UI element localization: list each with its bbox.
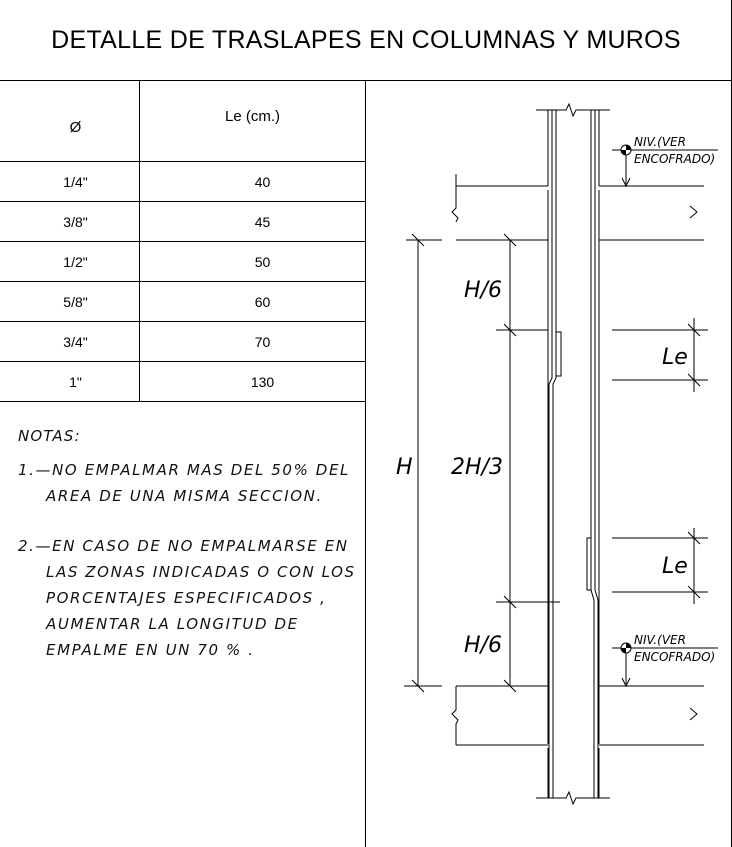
table-cell-length: 45 [254,214,271,230]
rebar-left-outer [549,110,552,798]
table-cell-length: 130 [250,374,275,390]
slab-bottom-right [599,686,704,745]
notes-heading: NOTAS: [18,427,81,445]
dim-line-zones [496,234,560,692]
table-cell-length: 40 [254,174,271,190]
slab-top-right [599,186,704,240]
lap-bar-right [587,538,591,590]
level-label-top: ENCOFRADO) [634,152,716,166]
dim-label-h6-top: H/6 [464,278,502,303]
table-cell-diameter: 3/4" [63,334,88,350]
level-symbol-bottom [621,643,631,653]
sheet-title: DETALLE DE TRASLAPES EN COLUMNAS Y MUROS [51,25,681,54]
dim-line-le-bottom [612,528,708,604]
rebar-right-inner [591,110,594,798]
note-2-line: 2.—EN CASO DE NO EMPALMARSE EN [18,537,349,555]
dim-label-h: H [396,455,413,480]
level-symbol-top [621,145,631,155]
level-label-bottom: ENCOFRADO) [634,650,716,664]
lap-bar-left [556,332,561,376]
dim-label-2h3: 2H/3 [451,455,503,480]
dim-label-le-bottom: Le [662,554,688,579]
slab-top-left [452,174,548,240]
header-splice-length: Le (cm.) [224,107,280,125]
note-2-line: LAS ZONAS INDICADAS O CON LOS [46,563,356,581]
level-label-bottom: NIV.(VER [634,633,686,647]
rebar-left-inner [553,110,556,798]
table-cell-diameter: 3/8" [63,214,88,230]
slab-bottom-left [452,686,548,745]
dim-label-le-top: Le [662,345,688,370]
notes-block [18,427,363,663]
table-cell-length: 50 [254,254,271,270]
note-1-line: AREA DE UNA MISMA SECCION. [46,487,323,505]
table-cell-length: 70 [254,334,271,350]
table-cell-diameter: 1/2" [63,254,88,270]
note-2-line: PORCENTAJES ESPECIFICADOS , [46,589,327,607]
note-1-line: 1.—NO EMPALMAR MAS DEL 50% DEL [18,461,350,479]
dim-line-le-top [612,318,708,392]
table-cell-diameter: 1/4" [63,174,88,190]
level-label-top: NIV.(VER [634,135,686,149]
splice-detail-drawing [366,81,731,847]
note-2-line: EMPALME EN UN 70 % . [46,641,255,659]
note-2-line: AUMENTAR LA LONGITUD DE [46,615,299,633]
dim-label-h6-bottom: H/6 [464,633,502,658]
rebar-right-outer [595,110,598,798]
table-cell-diameter: 5/8" [63,294,88,310]
table-cell-length: 60 [254,294,271,310]
header-diameter: Ø [69,118,82,136]
table-cell-diameter: 1" [69,374,82,390]
